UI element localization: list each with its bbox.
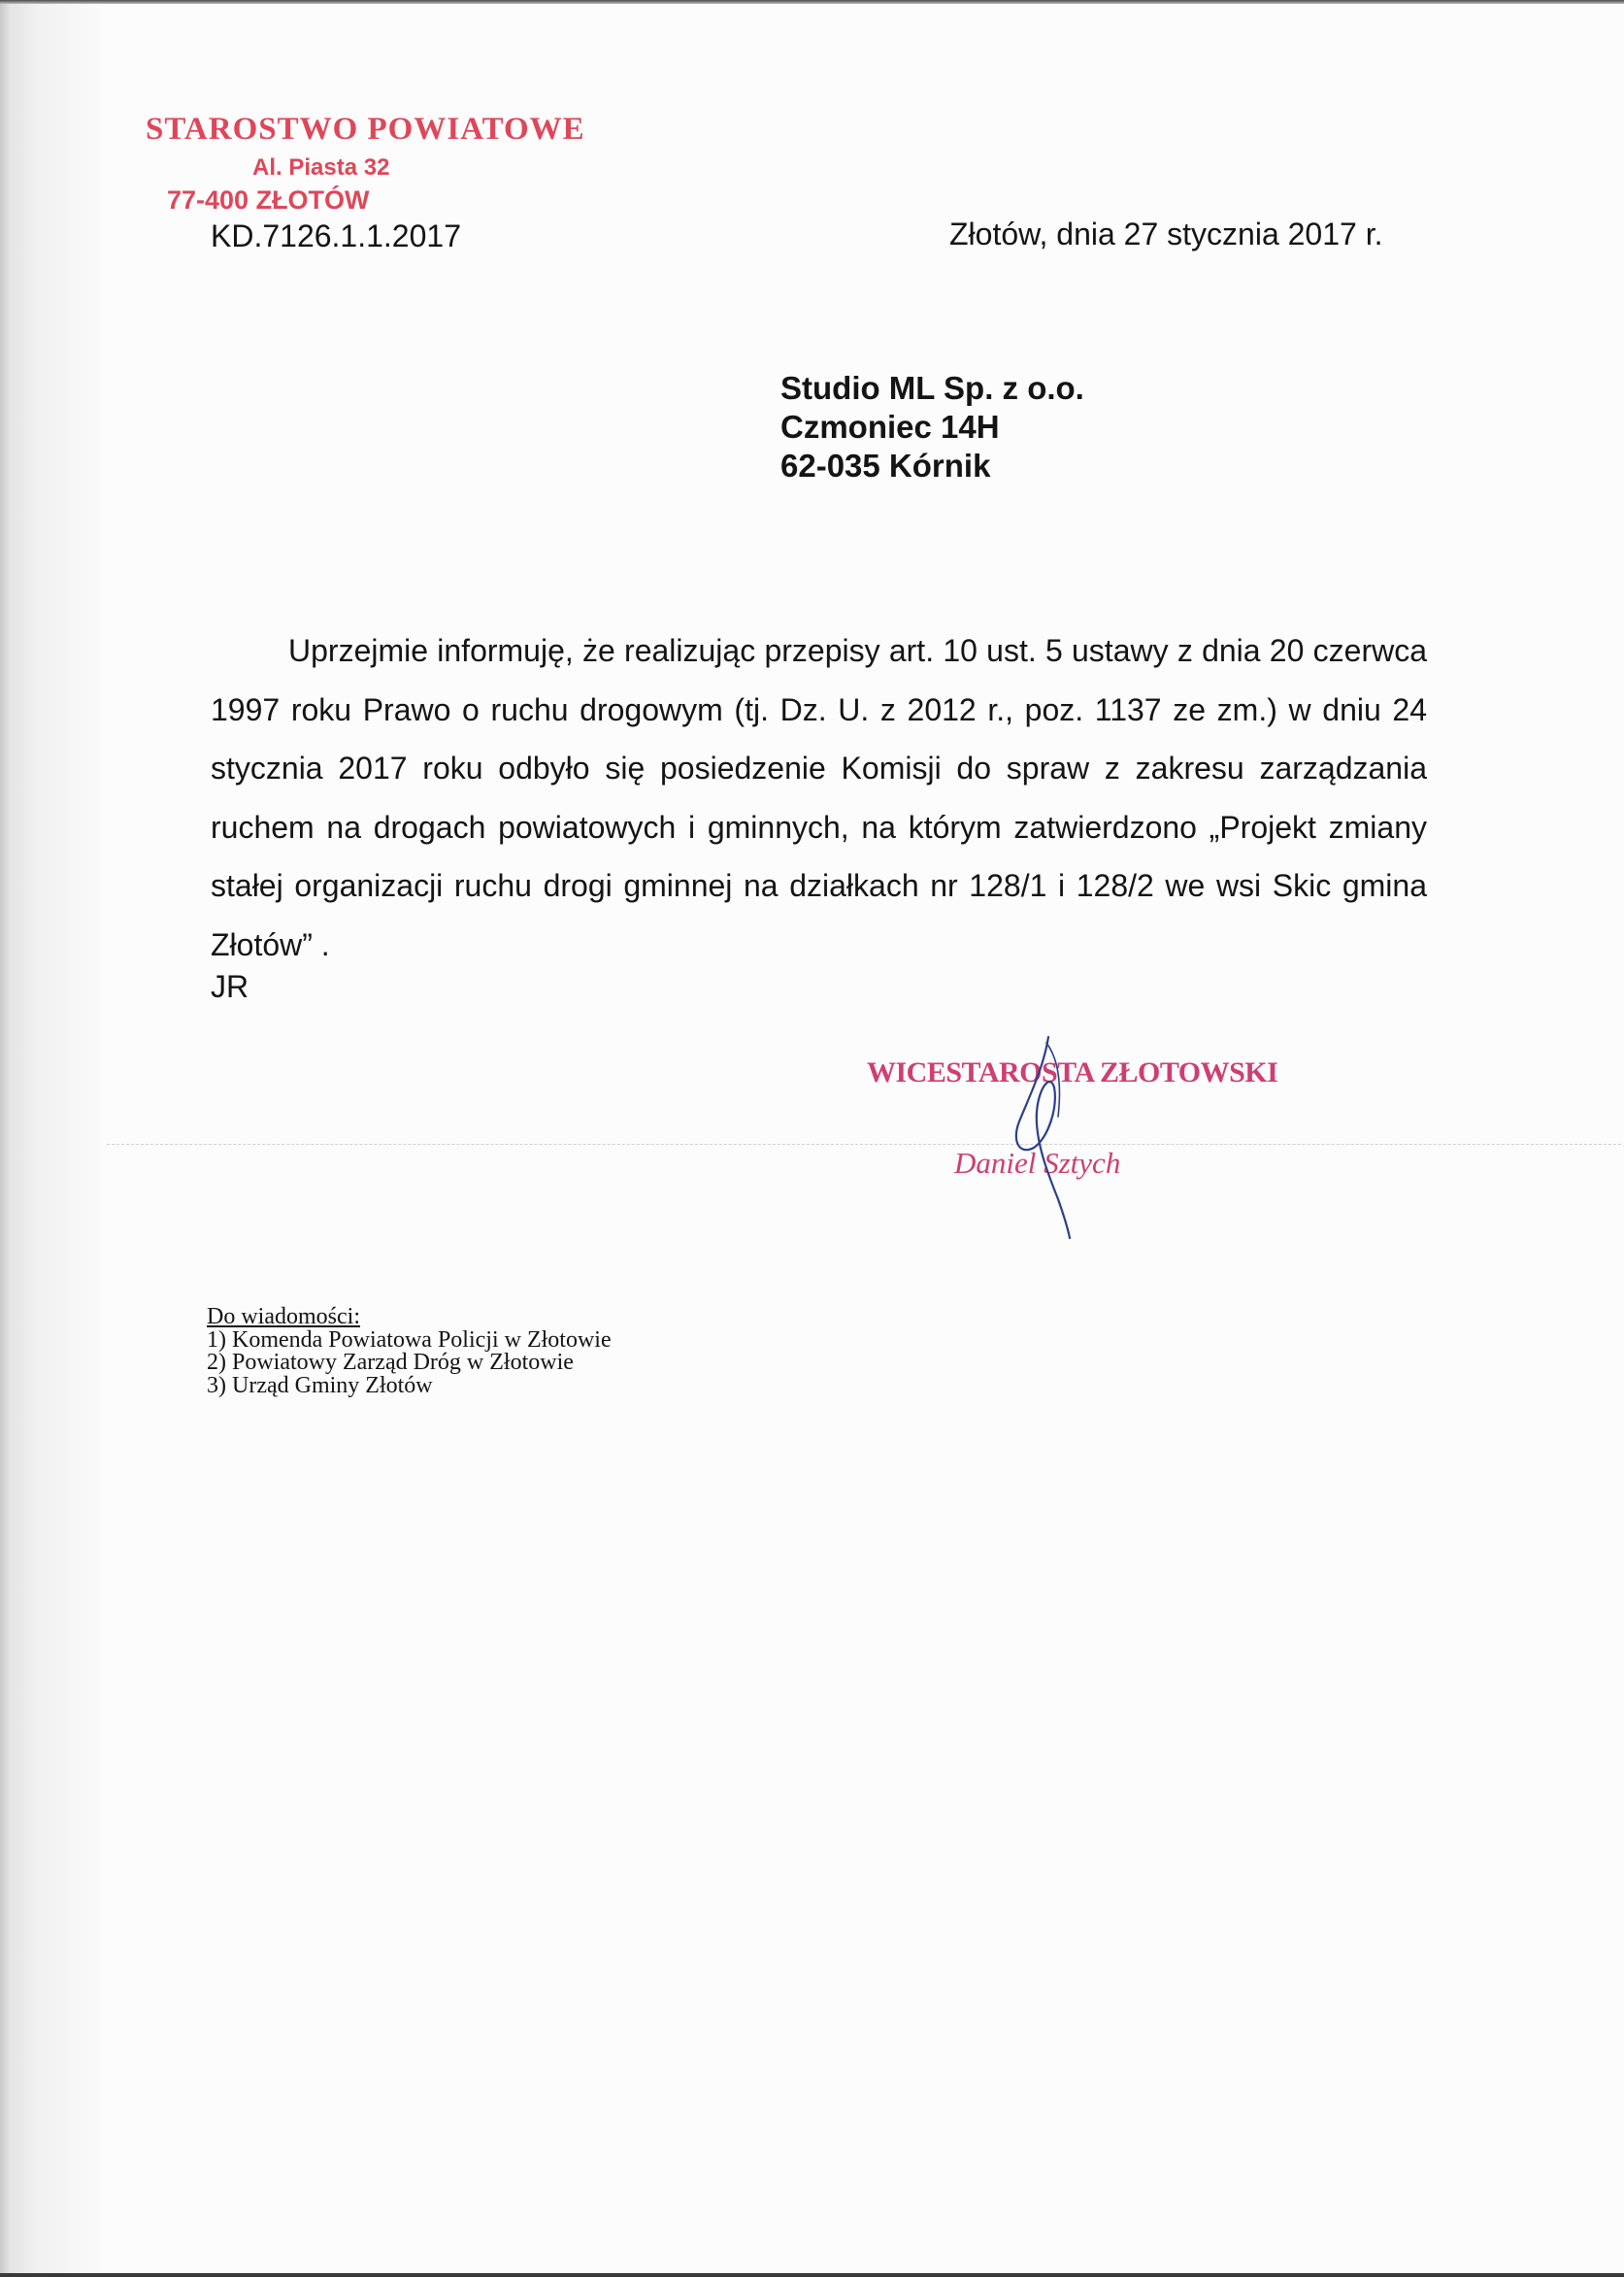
cc-item: 2) Powiatowy Zarząd Dróg w Złotowie [207,1350,574,1375]
cc-title: Do wiadomości: [207,1304,360,1329]
recipient-street: Czmoniec 14H [780,409,1000,445]
signature-stamp-name: Daniel Sztych [954,1146,1121,1180]
stamp-city: 77-400 ZŁOTÓW [167,185,370,215]
scan-edge-shadow [0,0,107,2277]
cc-item: 1) Komenda Powiatowa Policji w Złotowie [207,1326,612,1353]
recipient-name: Studio ML Sp. z o.o. [780,370,1084,406]
recipient-address [780,369,1084,486]
stamp-street: Al. Piasta 32 [252,154,390,181]
body-paragraph: Uprzejmie informuję, że realizując przepisy art. 10 ust. 5 ustawy z dnia 20 czerwca 1997 roku Prawo o ruchu drogowym (tj. Dz. U. z 2012 r., poz. 1137 ze zm.) w dniu 24 stycznia 2017 roku odbyło się posiedzenie Komisji do spraw z zakresu zarządzania ruchem na drogach powiatowych i gminnych, na którym zatwierdzono „Projekt zmiany stałej organizacji ruchu drogi gminnej na działkach nr 128/1 i 128/2 we wsi Skic gmina Złotów” . [211,633,1427,962]
cc-item: 3) Urząd Gminy Złotów [207,1372,433,1398]
reference-number: KD.7126.1.1.2017 [211,218,461,253]
signature-stamp-title: WICESTAROSTA ZŁOTOWSKI [867,1056,1278,1088]
letter-date: Złotów, dnia 27 stycznia 2017 r. [949,217,1383,251]
stamp-office-name: STAROSTWO POWIATOWE [146,112,585,147]
letter-body [211,621,1427,974]
cc-list [207,1306,612,1397]
scan-bottom-edge [0,2273,1624,2277]
recipient-city: 62-035 Kórnik [780,448,991,484]
handwritten-signature [990,1029,1097,1243]
author-initials: JR [211,969,249,1004]
scan-top-edge [0,0,1624,4]
fold-line [107,1144,1621,1145]
